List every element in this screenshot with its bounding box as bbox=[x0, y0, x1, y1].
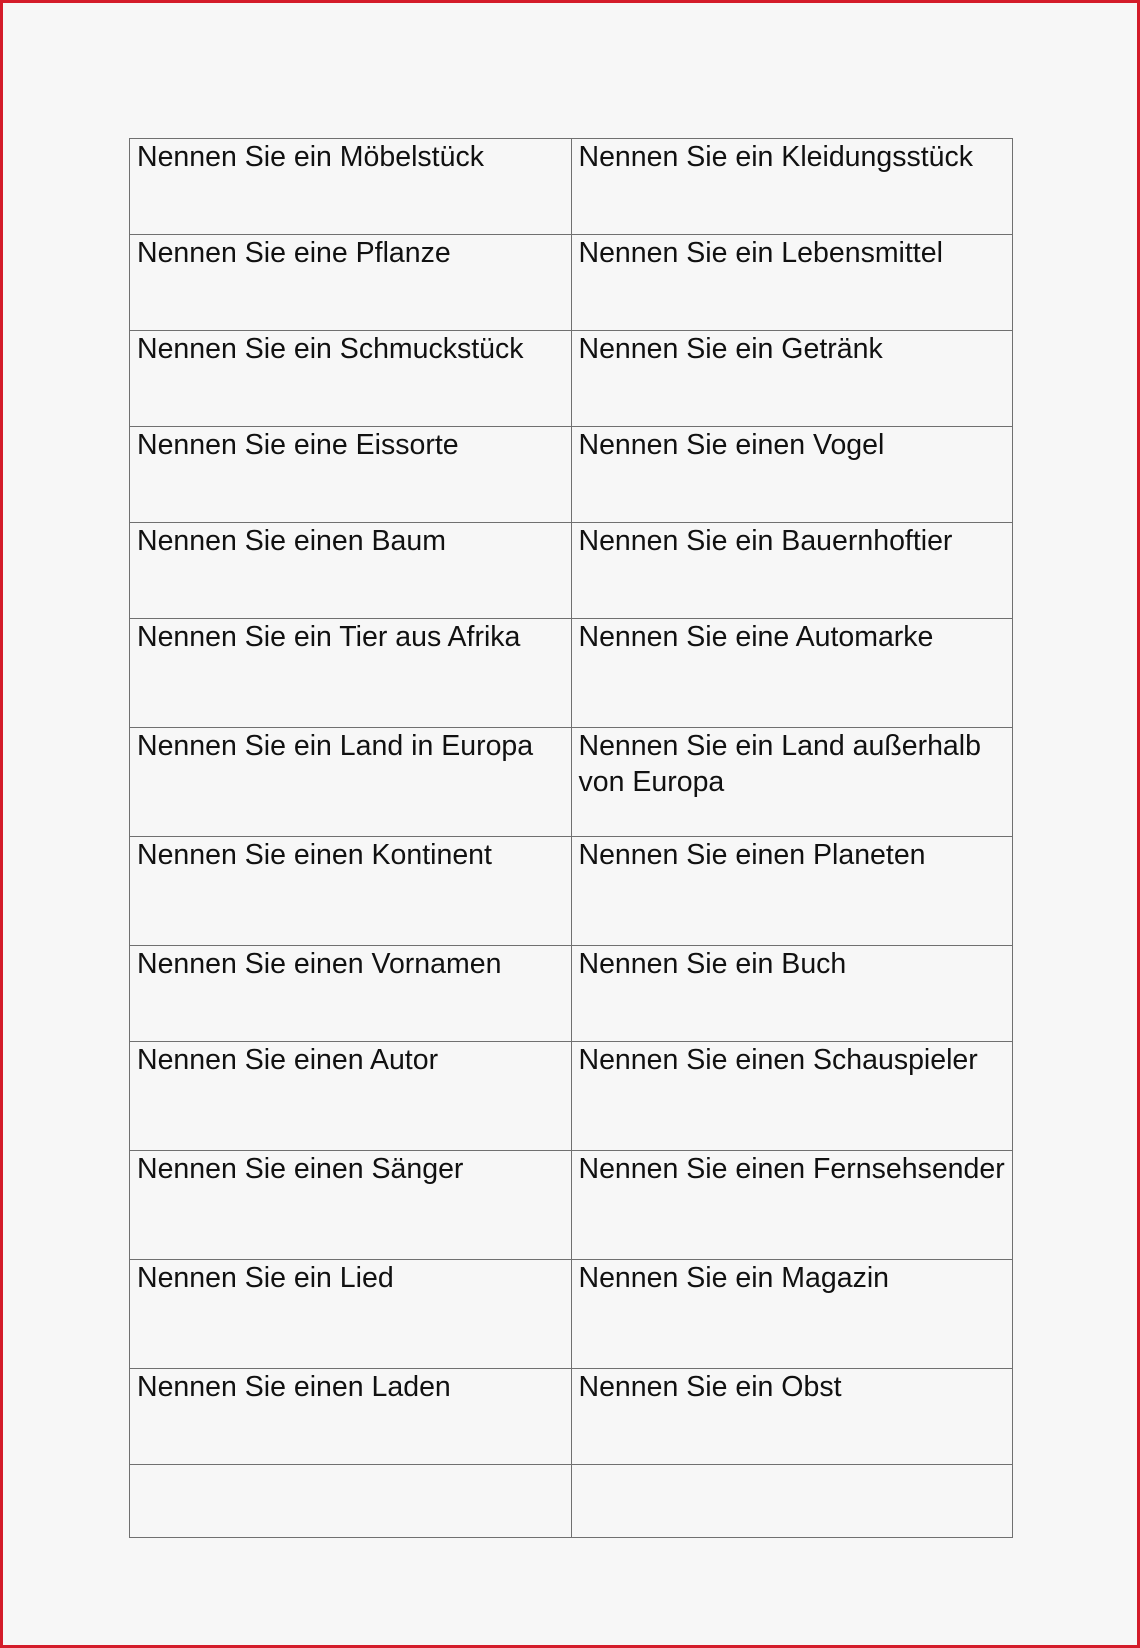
card-row bbox=[130, 619, 1013, 728]
card-cell: Nennen Sie einen Laden bbox=[130, 1369, 572, 1465]
card-row bbox=[130, 331, 1013, 427]
card-cell: Nennen Sie einen Autor bbox=[130, 1042, 572, 1151]
card-cell: Nennen Sie ein Buch bbox=[571, 946, 1013, 1042]
card-cell: Nennen Sie einen Vogel bbox=[571, 427, 1013, 523]
card-cell: Nennen Sie ein Magazin bbox=[571, 1260, 1013, 1369]
card-row bbox=[130, 1260, 1013, 1369]
card-cell: Nennen Sie ein Bauernhoftier bbox=[571, 523, 1013, 619]
card-cell: Nennen Sie eine Pflanze bbox=[130, 235, 572, 331]
card-row bbox=[130, 1151, 1013, 1260]
card-cell: Nennen Sie ein Möbelstück bbox=[130, 139, 572, 235]
card-row bbox=[130, 139, 1013, 235]
card-cell: Nennen Sie einen Fernsehsender bbox=[571, 1151, 1013, 1260]
card-cell: Nennen Sie eine Automarke bbox=[571, 619, 1013, 728]
card-row bbox=[130, 235, 1013, 331]
card-cell-empty bbox=[571, 1465, 1013, 1538]
card-cell: Nennen Sie ein Lebensmittel bbox=[571, 235, 1013, 331]
card-row bbox=[130, 427, 1013, 523]
card-cell: Nennen Sie einen Baum bbox=[130, 523, 572, 619]
card-row bbox=[130, 1042, 1013, 1151]
card-cell: Nennen Sie eine Eissorte bbox=[130, 427, 572, 523]
card-cell: Nennen Sie ein Land in Europa bbox=[130, 728, 572, 837]
card-cell: Nennen Sie ein Land außerhalb von Europa bbox=[571, 728, 1013, 837]
card-row bbox=[130, 837, 1013, 946]
card-cell: Nennen Sie ein Obst bbox=[571, 1369, 1013, 1465]
card-cell: Nennen Sie ein Getränk bbox=[571, 331, 1013, 427]
card-cell: Nennen Sie einen Kontinent bbox=[130, 837, 572, 946]
card-row bbox=[130, 946, 1013, 1042]
card-cell: Nennen Sie ein Lied bbox=[130, 1260, 572, 1369]
card-cell: Nennen Sie einen Vornamen bbox=[130, 946, 572, 1042]
card-cell: Nennen Sie ein Tier aus Afrika bbox=[130, 619, 572, 728]
card-row bbox=[130, 728, 1013, 837]
card-cell: Nennen Sie einen Sänger bbox=[130, 1151, 572, 1260]
card-row bbox=[130, 1369, 1013, 1465]
card-row bbox=[130, 523, 1013, 619]
card-cell-empty bbox=[130, 1465, 572, 1538]
card-cell: Nennen Sie einen Schauspieler bbox=[571, 1042, 1013, 1151]
card-cell: Nennen Sie ein Schmuckstück bbox=[130, 331, 572, 427]
card-cell: Nennen Sie ein Kleidungsstück bbox=[571, 139, 1013, 235]
question-card-table bbox=[129, 138, 1013, 1538]
card-cell: Nennen Sie einen Planeten bbox=[571, 837, 1013, 946]
card-row-empty bbox=[130, 1465, 1013, 1538]
